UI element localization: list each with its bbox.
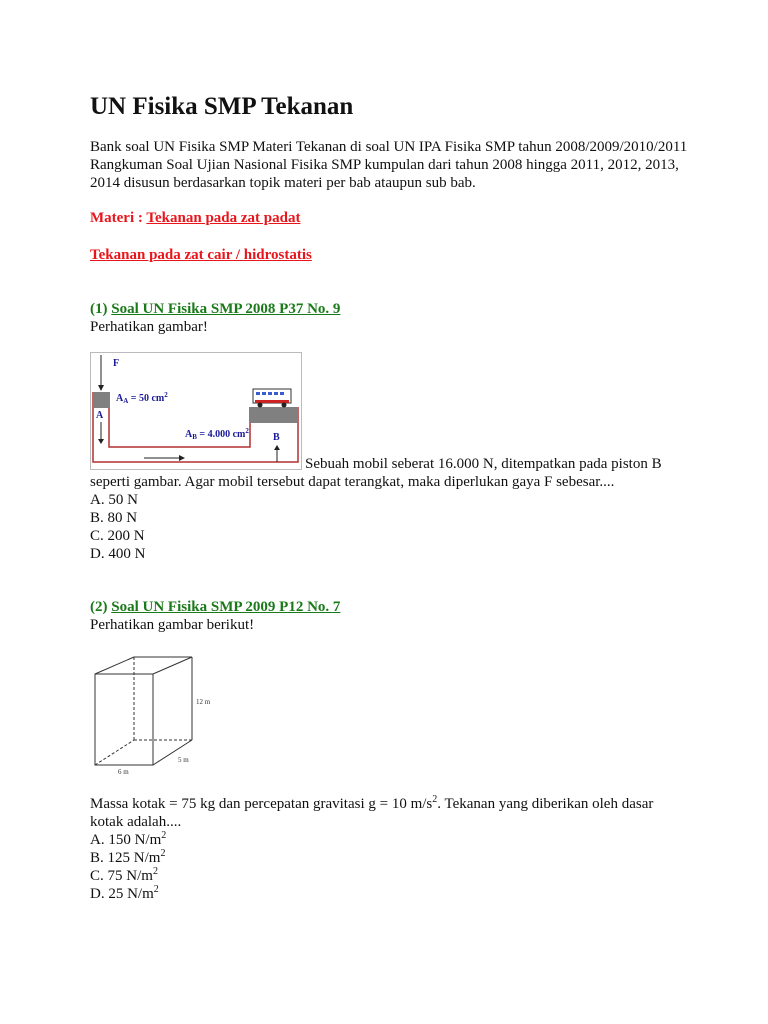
label-a: A — [96, 410, 104, 421]
q1-text-line2: seperti gambar. Agar mobil tersebut dapat terangkat, maka diperlukan gaya F sebesar.... — [90, 474, 615, 490]
q1-number: (1) — [90, 301, 112, 317]
label-b: B — [273, 432, 280, 443]
materi-prefix: Materi : — [90, 210, 147, 226]
materi-line — [90, 209, 300, 227]
q2-option-b: B. 125 $N/m^2$ — [90, 848, 166, 866]
area-a-label: $A_A = 50$ $cm^2$ — [116, 391, 168, 405]
label-depth: 5 m — [178, 756, 189, 764]
link-tekanan-zat-cair[interactable]: Tekanan pada zat cair / hidrostatis — [90, 247, 312, 263]
hydraulic-press-figure — [90, 352, 302, 470]
q1-option-b: B. 80 N — [90, 510, 138, 526]
label-width: 6 m — [118, 768, 129, 776]
q2-text-line2: kotak adalah.... — [90, 814, 182, 830]
q2-number: (2) — [90, 599, 112, 615]
q2-prompt: Perhatikan gambar berikut! — [90, 617, 255, 633]
q1-link[interactable]: Soal UN Fisika SMP 2008 P37 No. 9 — [111, 301, 341, 317]
q1-text-line1: Sebuah mobil seberat 16.000 N, ditempatkan pada piston B — [305, 456, 662, 472]
link-tekanan-zat-padat[interactable]: Tekanan pada zat padat — [146, 210, 301, 226]
intro-paragraph: Bank soal UN Fisika SMP Materi Tekanan di soal UN IPA Fisika SMP tahun 2008/2009/2010/2011 Rangkuman Soal Ujian Nasional Fisika SMP kumpulan dari tahun 2008 hingga 2011, 2012, 2013, 2014 disusun berdasarkan topik materi per bab ataupun sub bab. — [90, 139, 688, 191]
q2-option-a: A. 150 $N/m^2$ — [90, 830, 167, 848]
q2-option-d: D. 25 $N/m^2$ — [90, 884, 159, 902]
q1-prompt: Perhatikan gambar! — [90, 319, 208, 335]
box-figure — [90, 652, 225, 777]
car-icon — [253, 389, 291, 408]
materi-line-2 — [90, 246, 312, 264]
q2-text-line1: Massa kotak = 75 kg dan percepatan gravitasi g = 10 $m/s^2$. Tekanan yang diberikan oleh dasar — [90, 794, 654, 812]
q1-option-d: D. 400 N — [90, 546, 146, 562]
q2-option-c: C. 75 $N/m^2$ — [90, 866, 158, 884]
area-b-label: $A_B = 4.000$ $cm^2$ — [185, 427, 249, 441]
label-height: 12 m — [196, 698, 211, 706]
q2-link[interactable]: Soal UN Fisika SMP 2009 P12 No. 7 — [111, 599, 341, 615]
q1-option-a: A. 50 N — [90, 492, 138, 508]
q1-option-c: C. 200 N — [90, 528, 145, 544]
page-title: UN Fisika SMP Tekanan — [90, 93, 354, 120]
label-f: F — [113, 358, 120, 369]
q1-heading — [90, 300, 340, 318]
q2-heading — [90, 598, 340, 616]
